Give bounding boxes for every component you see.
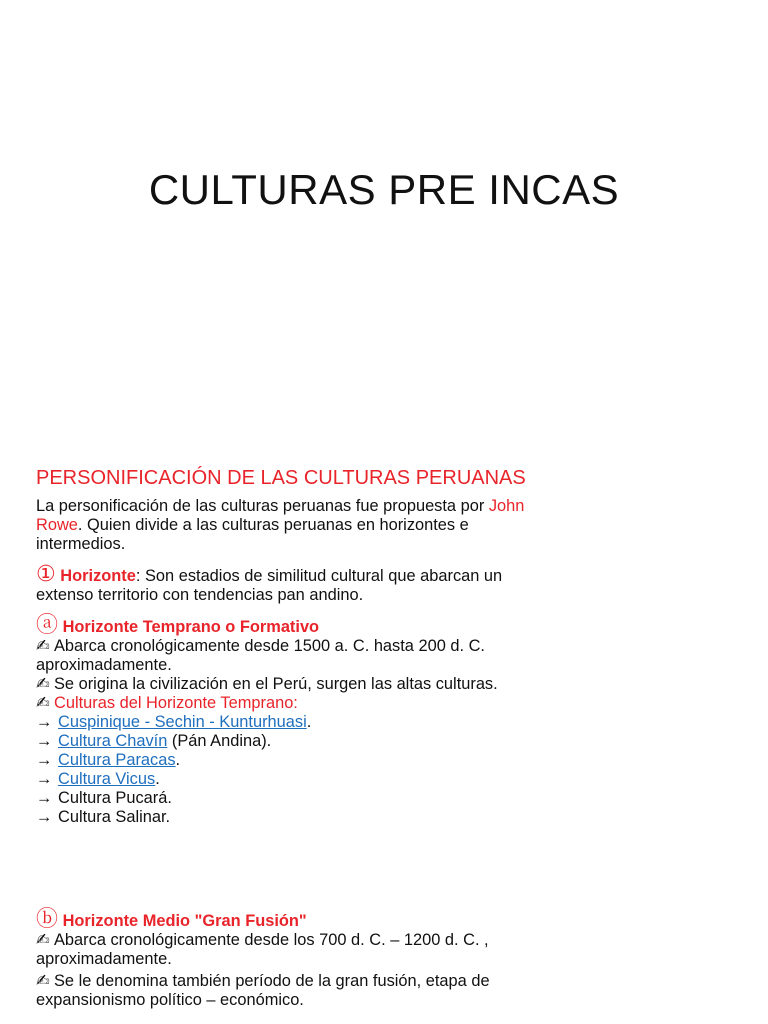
horizonte-definition	[36, 561, 536, 605]
medio-bullet-2: ✍ Se le denomina también período de la gran fusión, etapa de expansionismo político – económico.	[36, 972, 490, 1009]
temprano-bullet-1: ✍ Abarca cronológicamente desde 1500 a. C. hasta 200 d. C. aproximadamente.	[36, 637, 485, 674]
section-heading: PERSONIFICACIÓN DE LAS CULTURAS PERUANAS	[36, 467, 526, 489]
writing-hand-icon: ✍	[36, 637, 50, 655]
culture-link-paracas[interactable]: Cultura Paracas	[58, 751, 176, 769]
number-one-marker: ①	[36, 561, 56, 586]
culture-link-cuspinique[interactable]: Cuspinique - Sechin - Kunturhuasi	[58, 713, 307, 731]
culture-link-chavin[interactable]: Cultura Chavín	[58, 732, 168, 750]
list-item: → Cultura Paracas.	[36, 751, 181, 769]
medio-heading-line	[36, 906, 536, 931]
arrow-icon: →	[36, 713, 53, 731]
horizonte-label: Horizonte	[60, 567, 136, 585]
writing-hand-icon: ✍	[36, 675, 50, 693]
medio-section	[36, 906, 536, 1010]
intro-text-end: . Quien divide a las culturas peruanas en horizontes e intermedios.	[36, 516, 469, 553]
writing-hand-icon: ✍	[36, 694, 50, 712]
arrow-icon: →	[36, 751, 53, 769]
temprano-heading: Horizonte Temprano o Formativo	[62, 618, 320, 636]
temprano-section	[36, 612, 536, 827]
list-item: → Cultura Vicus.	[36, 770, 160, 788]
intro-text: La personificación de las culturas peruanas fue propuesta por	[36, 497, 485, 515]
author-name: John Rowe	[36, 497, 525, 534]
culture-salinar: Cultura Salinar.	[58, 808, 171, 826]
letter-a-marker: ⓐ	[36, 612, 59, 637]
list-item	[36, 808, 536, 827]
list-item: → Cultura Chavín (Pán Andina).	[36, 732, 272, 750]
temprano-cultures-label-line	[36, 694, 536, 713]
medio-heading: Horizonte Medio "Gran Fusión"	[62, 912, 307, 930]
intro-paragraph	[36, 497, 536, 554]
page-title: CULTURAS PRE INCAS	[148, 166, 620, 213]
writing-hand-icon: ✍	[36, 972, 50, 990]
arrow-icon: →	[36, 789, 53, 807]
medio-bullet-1: ✍ Abarca cronológicamente desde los 700 d. C. – 1200 d. C. , aproximadamente.	[36, 931, 489, 968]
list-item	[36, 789, 536, 808]
arrow-icon: →	[36, 770, 53, 788]
culture-pucara: Cultura Pucará.	[58, 789, 172, 807]
list-item: → Cuspinique - Sechin - Kunturhuasi.	[36, 713, 312, 731]
writing-hand-icon: ✍	[36, 931, 50, 949]
arrow-icon: →	[36, 808, 53, 826]
arrow-icon: →	[36, 732, 53, 750]
temprano-bullet-2: ✍ Se origina la civilización en el Perú, surgen las altas culturas.	[36, 675, 498, 693]
horizonte-text: : Son estadios de similitud cultural que abarcan un extenso territorio con tendencias pan andino.	[36, 567, 503, 604]
culture-link-vicus[interactable]: Cultura Vicus	[58, 770, 156, 788]
document-body	[36, 467, 536, 1010]
temprano-heading-line	[36, 612, 536, 637]
letter-b-marker: ⓑ	[36, 906, 59, 931]
temprano-cultures-label: Culturas del Horizonte Temprano:	[54, 694, 298, 712]
